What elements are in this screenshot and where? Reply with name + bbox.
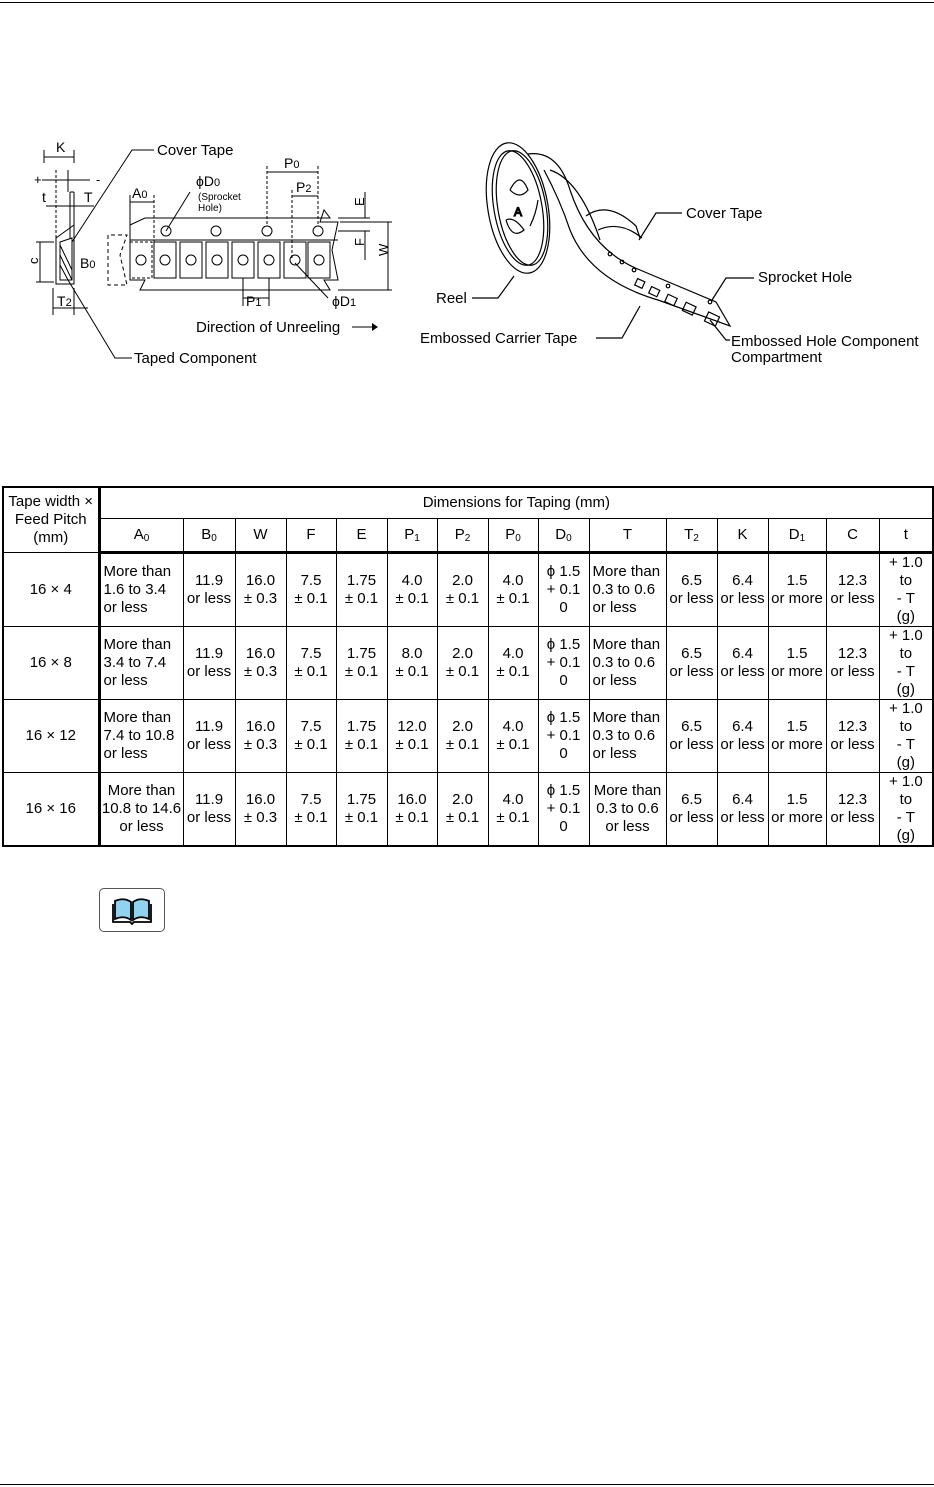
cell-t2: 6.5 or less (666, 700, 717, 773)
open-book-icon (112, 895, 152, 925)
column-header-row (3, 519, 933, 553)
cell-w: 16.0 ± 0.3 (235, 627, 286, 700)
column-header-11: K (717, 519, 768, 553)
label-f: F (352, 238, 367, 246)
label-e: E (352, 197, 367, 206)
cell-w: 16.0 ± 0.3 (235, 553, 286, 627)
cell-d0: ϕ 1.5 + 0.1 0 (538, 627, 589, 700)
cell-d0: ϕ 1.5 + 0.1 0 (538, 773, 589, 847)
cell-e: 1.75 ± 0.1 (336, 627, 387, 700)
column-header-3: F (286, 519, 336, 553)
label-sprocket-2: Hole) (198, 203, 222, 214)
cell-b0: 11.9 or less (183, 627, 235, 700)
cell-d0: ϕ 1.5 + 0.1 0 (538, 700, 589, 773)
column-header-14: t (879, 519, 933, 553)
cell-p0: 4.0 ± 0.1 (488, 627, 538, 700)
cell-a0: More than 10.8 to 14.6 or less (99, 773, 183, 847)
cell-c: 12.3 or less (826, 700, 879, 773)
cell-b0: 11.9 or less (183, 700, 235, 773)
cell-c: 12.3 or less (826, 773, 879, 847)
cell-t-big: More than 0.3 to 0.6 or less (589, 553, 666, 627)
cell-d0: ϕ 1.5 + 0.1 0 (538, 553, 589, 627)
cell-d1: 1.5 or more (768, 773, 826, 847)
taping-dimensions-table (2, 486, 934, 847)
cell-t2: 6.5 or less (666, 773, 717, 847)
cell-a0: More than 3.4 to 7.4 or less (99, 627, 183, 700)
table-row (3, 553, 933, 627)
label-d1: ϕD1 (332, 293, 357, 309)
cell-e: 1.75 ± 0.1 (336, 700, 387, 773)
table-row (3, 700, 933, 773)
label-plus: + (34, 172, 42, 187)
cell-b0: 11.9 or less (183, 553, 235, 627)
cell-t-big: More than 0.3 to 0.6 or less (589, 700, 666, 773)
cell-e: 1.75 ± 0.1 (336, 773, 387, 847)
cell-c: 12.3 or less (826, 627, 879, 700)
table-row (3, 773, 933, 847)
label-b0: B0 (80, 255, 96, 271)
reference-book-button[interactable] (99, 888, 165, 932)
column-header-0: $A_0$ (99, 519, 183, 553)
tape-dimension-diagram (20, 130, 400, 380)
label-sprocket-hole: Sprocket Hole (758, 269, 853, 286)
cell-d1: 1.5 or more (768, 700, 826, 773)
column-header-8: $D_0$ (538, 519, 589, 553)
cell-t-small: + 1.0 to - T (g) (879, 553, 933, 627)
label-t-small: t (42, 189, 46, 205)
column-header-10: $T_2$ (666, 519, 717, 553)
cell-w: 16.0 ± 0.3 (235, 700, 286, 773)
label-t2: T2 (57, 293, 72, 309)
cell-f: 7.5 ± 0.1 (286, 700, 336, 773)
cell-p2: 2.0 ± 0.1 (437, 700, 488, 773)
label-p2: P2 (296, 179, 312, 195)
cell-t-big: More than 0.3 to 0.6 or less (589, 627, 666, 700)
label-d0: ϕD0 (196, 173, 221, 189)
cell-k: 6.4 or less (717, 627, 768, 700)
column-header-6: $P_2$ (437, 519, 488, 553)
cell-p2: 2.0 ± 0.1 (437, 773, 488, 847)
cell-p2: 2.0 ± 0.1 (437, 627, 488, 700)
cell-k: 6.4 or less (717, 553, 768, 627)
cell-t2: 6.5 or less (666, 553, 717, 627)
label-embossed-carrier-tape: Embossed Carrier Tape (420, 330, 578, 347)
cell-t-small: + 1.0 to - T (g) (879, 700, 933, 773)
row-label: 16 × 16 (3, 773, 99, 847)
cell-p1: 4.0 ± 0.1 (387, 553, 437, 627)
cell-w: 16.0 ± 0.3 (235, 773, 286, 847)
column-header-13: C (826, 519, 879, 553)
cell-p0: 4.0 ± 0.1 (488, 773, 538, 847)
label-p0: P0 (284, 155, 300, 171)
label-compartment-2: Compartment (731, 349, 822, 366)
cell-d1: 1.5 or more (768, 553, 826, 627)
label-reel-cover-tape: Cover Tape (686, 205, 763, 222)
footer-rule (0, 1484, 934, 1485)
column-header-7: $P_0$ (488, 519, 538, 553)
cell-p0: 4.0 ± 0.1 (488, 700, 538, 773)
header-tape-width-feed-pitch: Tape width × Feed Pitch (mm) (3, 487, 99, 553)
header-rule (0, 2, 934, 3)
column-header-5: $P_1$ (387, 519, 437, 553)
label-c: c (26, 257, 41, 264)
label-direction: Direction of Unreeling (196, 319, 341, 336)
cell-t-big: More than 0.3 to 0.6 or less (589, 773, 666, 847)
column-header-9: T (589, 519, 666, 553)
column-header-1: $B_0$ (183, 519, 235, 553)
cell-f: 7.5 ± 0.1 (286, 773, 336, 847)
label-cover-tape: Cover Tape (157, 142, 234, 159)
row-label: 16 × 8 (3, 627, 99, 700)
label-w: W (376, 243, 391, 256)
label-p1: P1 (246, 293, 262, 309)
cell-f: 7.5 ± 0.1 (286, 627, 336, 700)
cell-p1: 16.0 ± 0.1 (387, 773, 437, 847)
cell-a0: More than 7.4 to 10.8 or less (99, 700, 183, 773)
label-minus: - (96, 172, 101, 187)
label-compartment-1: Embossed Hole Component (731, 333, 919, 350)
cell-c: 12.3 or less (826, 553, 879, 627)
cell-e: 1.75 ± 0.1 (336, 553, 387, 627)
label-reel: Reel (436, 290, 467, 307)
column-header-4: E (336, 519, 387, 553)
cell-d1: 1.5 or more (768, 627, 826, 700)
column-header-2: W (235, 519, 286, 553)
cell-p1: 12.0 ± 0.1 (387, 700, 437, 773)
label-sprocket-1: (Sprocket (198, 192, 241, 203)
column-header-12: $D_1$ (768, 519, 826, 553)
cell-f: 7.5 ± 0.1 (286, 553, 336, 627)
cell-a0: More than 1.6 to 3.4 or less (99, 553, 183, 627)
row-label: 16 × 12 (3, 700, 99, 773)
label-t-big: T (84, 189, 93, 205)
table-row (3, 627, 933, 700)
cell-t2: 6.5 or less (666, 627, 717, 700)
header-dimensions-group: Dimensions for Taping (mm) (99, 487, 933, 519)
cell-p1: 8.0 ± 0.1 (387, 627, 437, 700)
label-a0: A0 (132, 185, 148, 201)
label-taped-component: Taped Component (134, 350, 257, 367)
cell-p0: 4.0 ± 0.1 (488, 553, 538, 627)
cell-t-small: + 1.0 to - T (g) (879, 773, 933, 847)
cell-b0: 11.9 or less (183, 773, 235, 847)
label-k: K (56, 139, 66, 155)
cell-k: 6.4 or less (717, 773, 768, 847)
cell-p2: 2.0 ± 0.1 (437, 553, 488, 627)
row-label: 16 × 4 (3, 553, 99, 627)
cell-t-small: + 1.0 to - T (g) (879, 627, 933, 700)
reel-diagram (410, 130, 934, 380)
reel-hub-mark: A (514, 205, 523, 219)
cell-k: 6.4 or less (717, 700, 768, 773)
